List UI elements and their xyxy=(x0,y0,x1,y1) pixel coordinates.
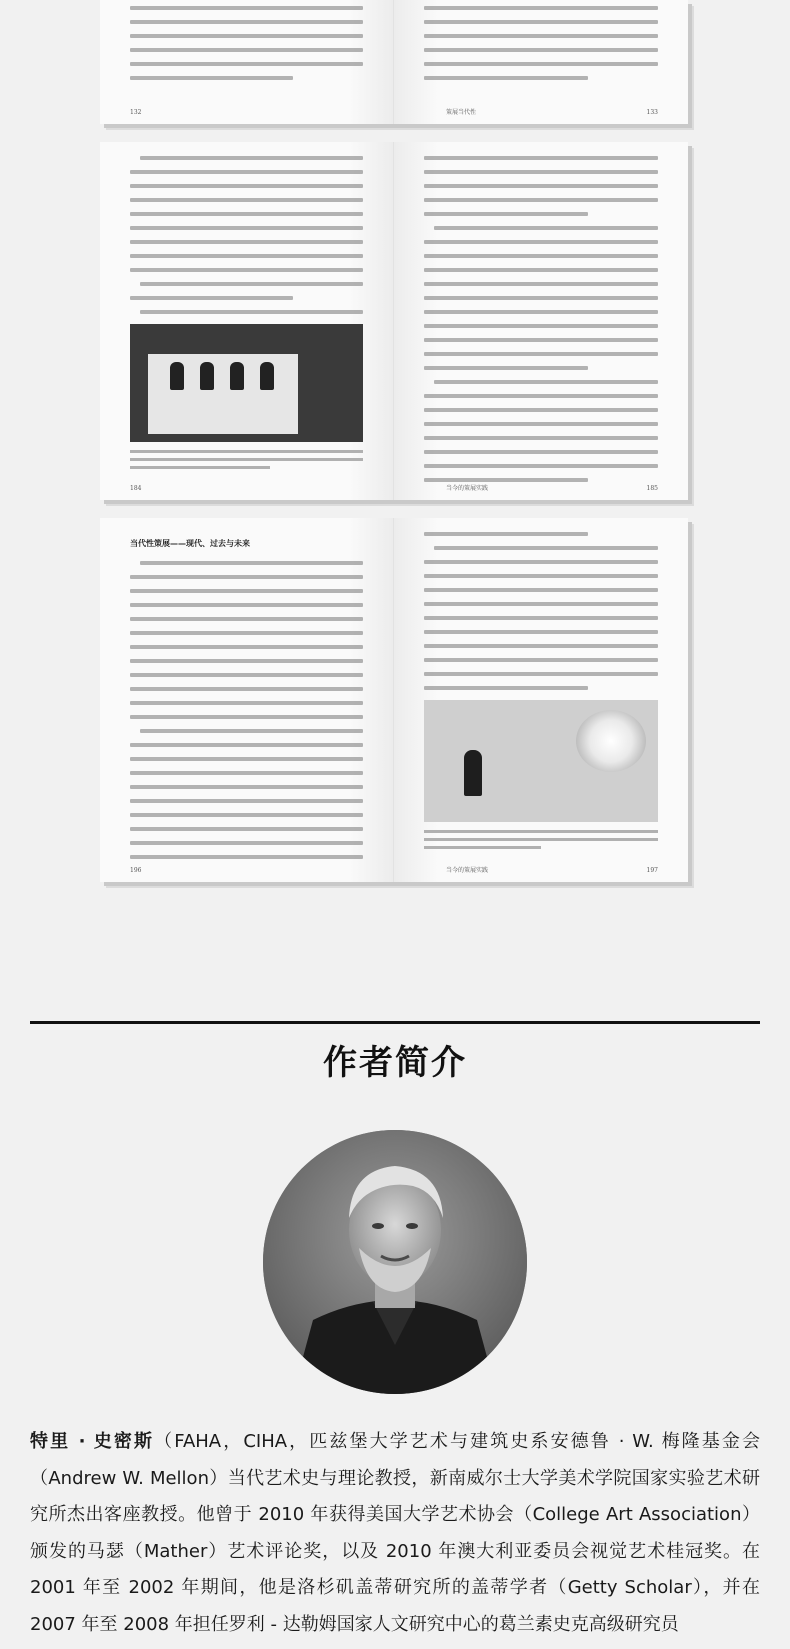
text-line xyxy=(424,76,588,80)
text-line xyxy=(130,701,363,705)
text-line xyxy=(424,6,658,10)
text-line xyxy=(130,240,363,244)
text-line xyxy=(130,296,293,300)
running-header: 当今的策展实践 xyxy=(446,867,489,874)
text-line xyxy=(130,62,363,66)
author-bio-text: （FAHA，CIHA，匹兹堡大学艺术与建筑史系安德鲁 · W. 梅隆基金会（Andrew W. Mellon）当代艺术史与理论教授，新南威尔士大学美术学院国家实验艺术研究所杰出客座教授。他曾于 2010 年获得美国大学艺术协会（College Art Association）颁发的马瑟（Mather）艺术评论奖，以及 2010 年澳大利亚委员会视觉艺术桂冠奖。在 2001 年至 2002 年期间，他是洛杉矶盖蒂研究所的盖蒂学者（Getty Scholar），并在 2007 年至 2008 年担任罗利 - 达勒姆国家人文研究中心的葛兰素史克高级研究员 xyxy=(30,1431,760,1635)
text-line xyxy=(424,644,658,648)
text-line xyxy=(424,366,588,370)
text-line xyxy=(424,156,658,160)
text-line xyxy=(130,841,363,845)
text-line xyxy=(424,450,658,454)
text-line xyxy=(130,76,293,80)
text-line xyxy=(130,184,363,188)
right-page xyxy=(394,142,688,500)
page-number: 185 xyxy=(646,485,658,492)
text-line xyxy=(424,686,588,690)
portrait-illustration xyxy=(263,1130,527,1394)
photo-figure xyxy=(230,362,244,390)
text-line xyxy=(130,617,363,621)
exhibition-photo xyxy=(424,700,658,822)
text-line xyxy=(424,240,658,244)
text-line xyxy=(130,575,363,579)
text-line xyxy=(130,827,363,831)
page-number: 132 xyxy=(130,109,142,116)
text-line xyxy=(424,630,658,634)
page-number: 133 xyxy=(646,109,658,116)
page-number: 197 xyxy=(646,867,658,874)
book-spread-2 xyxy=(100,142,688,500)
caption-line xyxy=(424,838,658,841)
text-line xyxy=(140,561,363,565)
left-page xyxy=(100,142,394,500)
author-bio xyxy=(30,1424,760,1644)
author-name: 特里 · 史密斯 xyxy=(30,1431,155,1452)
text-line xyxy=(434,546,658,550)
caption-line xyxy=(130,466,270,469)
text-line xyxy=(130,20,363,24)
text-line xyxy=(424,560,658,564)
text-line xyxy=(424,324,658,328)
text-line xyxy=(130,799,363,803)
text-line xyxy=(130,659,363,663)
text-line xyxy=(424,170,658,174)
text-line xyxy=(130,254,363,258)
text-line xyxy=(130,757,363,761)
text-line xyxy=(424,184,658,188)
text-line xyxy=(130,589,363,593)
text-line xyxy=(130,687,363,691)
running-header: 当今的策展实践 xyxy=(446,485,489,492)
text-line xyxy=(424,310,658,314)
text-line xyxy=(140,156,363,160)
right-page xyxy=(394,0,688,124)
right-page xyxy=(394,518,688,882)
text-line xyxy=(424,602,658,606)
photo-figure xyxy=(200,362,214,390)
text-line xyxy=(424,338,658,342)
text-line xyxy=(130,34,363,38)
section-divider xyxy=(30,1021,760,1024)
text-line xyxy=(424,464,658,468)
text-line xyxy=(130,785,363,789)
text-line xyxy=(424,268,658,272)
text-line xyxy=(424,408,658,412)
author-portrait xyxy=(263,1130,527,1394)
text-line xyxy=(130,268,363,272)
book-spread-1 xyxy=(100,0,688,124)
photo-figure xyxy=(260,362,274,390)
left-page xyxy=(100,518,394,882)
text-line xyxy=(140,729,363,733)
text-line xyxy=(424,394,658,398)
text-line xyxy=(424,436,658,440)
text-line xyxy=(424,212,588,216)
text-line xyxy=(130,645,363,649)
text-line xyxy=(130,743,363,747)
text-line xyxy=(130,198,363,202)
text-line xyxy=(424,478,588,482)
text-line xyxy=(130,603,363,607)
text-line xyxy=(130,226,363,230)
caption-line xyxy=(424,830,658,833)
text-line xyxy=(130,855,363,859)
book-spread-3 xyxy=(100,518,688,882)
caption-line xyxy=(424,846,541,849)
text-line xyxy=(424,62,658,66)
text-line xyxy=(140,310,363,314)
caption-line xyxy=(130,458,363,461)
caption-line xyxy=(130,450,363,453)
left-page xyxy=(100,0,394,124)
text-line xyxy=(424,48,658,52)
light-artwork xyxy=(576,710,646,772)
text-line xyxy=(130,771,363,775)
text-line xyxy=(130,212,363,216)
chapter-heading: 当代性策展——现代、过去与未来 xyxy=(130,539,250,548)
exhibition-photo xyxy=(130,324,363,442)
text-line xyxy=(424,198,658,202)
text-line xyxy=(130,170,363,174)
text-line xyxy=(424,254,658,258)
text-line xyxy=(424,20,658,24)
photo-figure xyxy=(170,362,184,390)
text-line xyxy=(424,34,658,38)
text-line xyxy=(424,588,658,592)
text-line xyxy=(130,715,363,719)
text-line xyxy=(424,672,658,676)
text-line xyxy=(130,813,363,817)
photo-figure xyxy=(464,750,482,796)
page-number: 184 xyxy=(130,485,142,492)
running-header: 策展当代性 xyxy=(446,109,477,116)
text-line xyxy=(424,352,658,356)
text-line xyxy=(424,422,658,426)
text-line xyxy=(130,631,363,635)
text-line xyxy=(424,532,588,536)
text-line xyxy=(130,48,363,52)
section-title: 作者简介 xyxy=(323,1043,467,1083)
text-line xyxy=(424,296,658,300)
text-line xyxy=(424,282,658,286)
text-line xyxy=(424,574,658,578)
text-line xyxy=(434,226,658,230)
text-line xyxy=(434,380,658,384)
text-line xyxy=(130,673,363,677)
text-line xyxy=(424,658,658,662)
text-line xyxy=(140,282,363,286)
text-line xyxy=(130,6,363,10)
text-line xyxy=(424,616,658,620)
page-number: 196 xyxy=(130,867,142,874)
